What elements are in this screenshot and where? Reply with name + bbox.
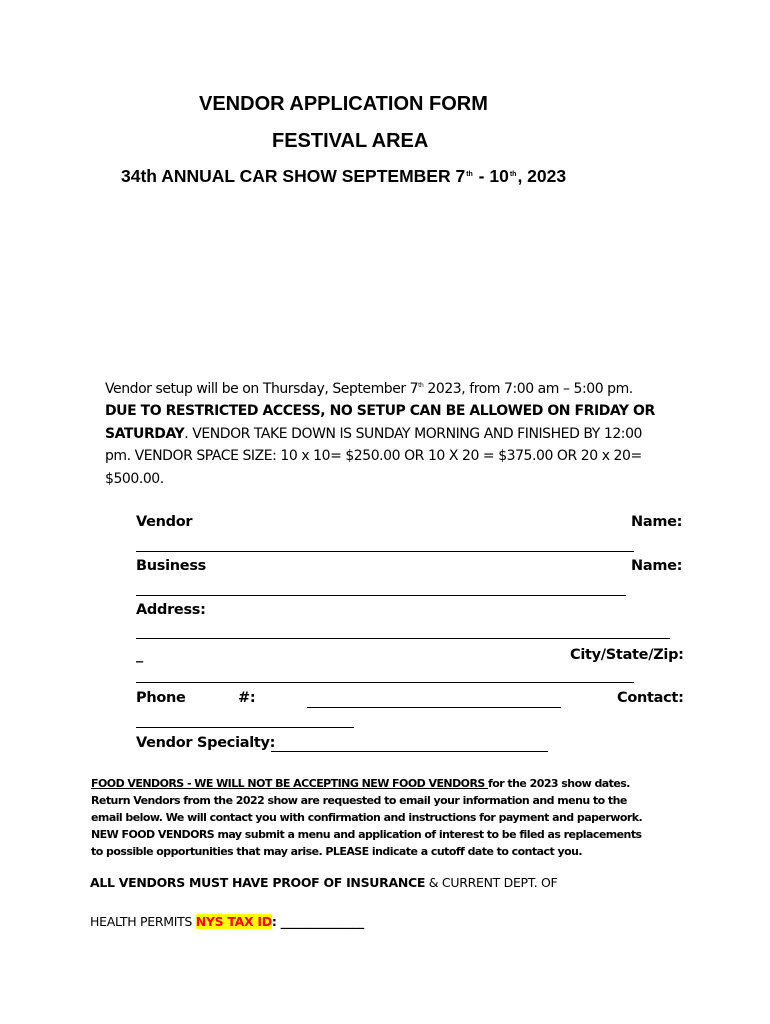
nys-tax-id-highlight: NYS TAX ID	[195, 914, 272, 929]
food-line-2: Return Vendors from the 2022 show are requested to email your information and menu to the	[91, 794, 627, 807]
business-name-line[interactable]	[136, 595, 626, 596]
tax-id-blank[interactable]: ______________	[280, 914, 364, 929]
address-label: Address:	[136, 602, 206, 618]
insurance-bold: ALL VENDORS MUST HAVE PROOF OF INSURANCE	[90, 875, 426, 890]
food-line-1	[91, 775, 671, 792]
food-line-4: NEW FOOD VENDORS may submit a menu and application of interest to be filed as replacements	[91, 828, 642, 841]
insurance-requirement	[90, 875, 557, 890]
event-mid: - 10	[473, 166, 509, 186]
health-permits-line	[90, 914, 364, 929]
event-sup-2: th	[509, 171, 517, 178]
food-vendors-heading: FOOD VENDORS - WE WILL NOT BE ACCEPTING NEW FOOD VENDORS	[91, 777, 489, 790]
health-permits-text: HEALTH PERMITS	[90, 914, 196, 929]
business-name-label: Name:	[631, 558, 683, 574]
vendor-specialty-line[interactable]	[271, 751, 548, 752]
food-line-1-rest: for the 2023 show dates.	[488, 777, 630, 790]
city-state-zip-label: City/State/Zip:	[570, 647, 684, 663]
city-state-zip-line[interactable]	[136, 682, 634, 683]
vendor-name-label: Name:	[631, 514, 683, 530]
setup-text-3: . VENDOR TAKE DOWN IS SUNDAY MORNING AND FINISHED BY 12:00 pm. VENDOR SPACE SIZE: 10 x 10= $250.00 OR 10 X 20 = $375.00 OR 20 x 20= $500.00.	[105, 425, 642, 487]
vendor-label: Vendor	[136, 514, 193, 530]
food-vendors-notice	[91, 775, 671, 860]
setup-sup: th	[418, 382, 424, 389]
address-tail: _	[136, 647, 143, 663]
setup-paragraph	[105, 375, 665, 490]
contact-line[interactable]	[136, 727, 354, 728]
phone-line[interactable]	[307, 707, 561, 708]
address-line[interactable]	[136, 638, 670, 639]
event-prefix: 34th ANNUAL CAR SHOW SEPTEMBER 7	[121, 166, 466, 186]
insurance-rest: & CURRENT DEPT. OF	[425, 875, 558, 890]
setup-text-2: 2023, from 7:00 am – 5:00 pm.	[423, 381, 633, 397]
form-title: VENDOR APPLICATION FORM	[199, 93, 488, 115]
vendor-name-line[interactable]	[136, 551, 634, 552]
restricted-access-notice: DUE TO RESTRICTED ACCESS, NO SETUP CAN BE ALLOWED ON FRIDAY OR SATURDAY	[105, 403, 655, 442]
setup-text-1: Vendor setup will be on Thursday, September 7	[105, 381, 419, 397]
food-line-5: to possible opportunities that may arise. PLEASE indicate a cutoff date to contact you.	[91, 845, 583, 858]
vendor-specialty-label: Vendor Specialty:	[136, 735, 276, 751]
event-suffix: , 2023	[517, 166, 567, 186]
food-line-3: email below. We will contact you with confirmation and instructions for payment and paperwork.	[91, 811, 643, 824]
tax-id-colon: :	[271, 914, 281, 929]
festival-area-heading: FESTIVAL AREA	[272, 130, 429, 152]
phone-label: Phone	[136, 690, 186, 706]
business-label: Business	[136, 558, 206, 574]
phone-hash-label: #:	[238, 690, 256, 706]
contact-label: Contact:	[617, 690, 684, 706]
event-heading	[121, 166, 566, 187]
event-sup-1: th	[466, 171, 473, 178]
